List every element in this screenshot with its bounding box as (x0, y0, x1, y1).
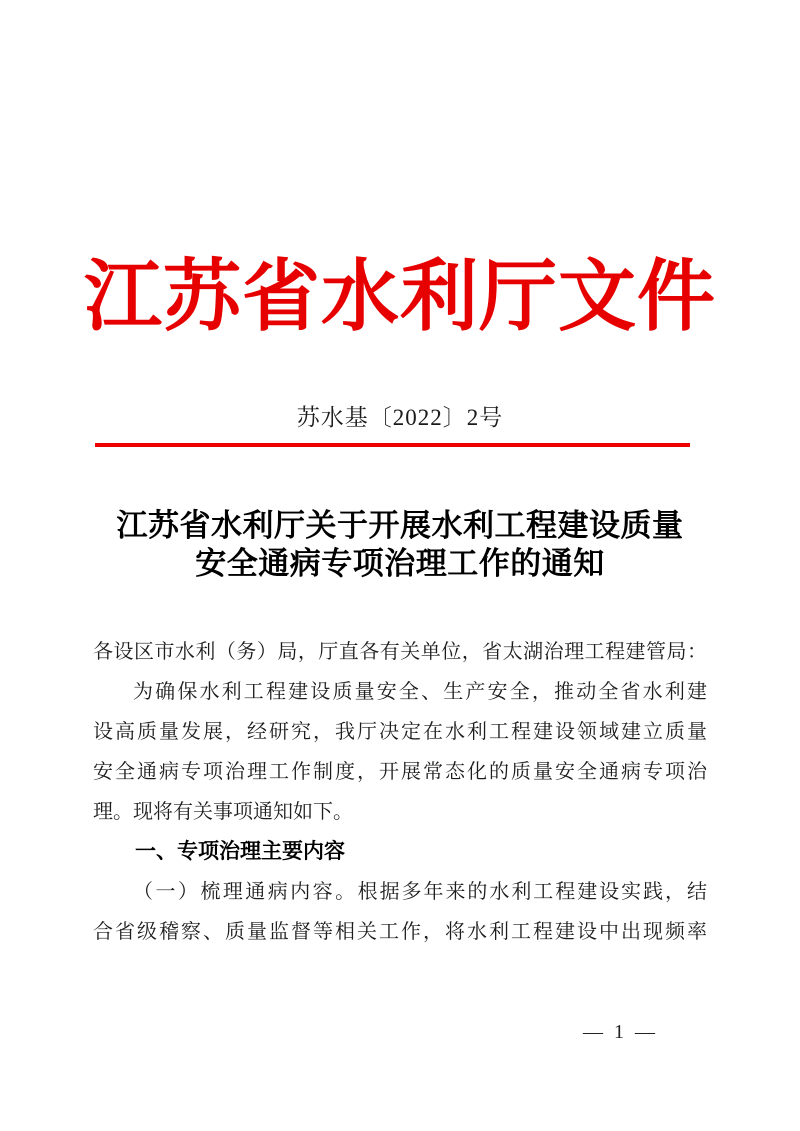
body-text (93, 632, 707, 952)
subsection-lead: （一）梳理通病内容。 (133, 881, 358, 903)
document-title (93, 507, 707, 583)
red-letterhead-title: 江苏省水利厅文件 (83, 253, 716, 340)
body-line (93, 872, 707, 912)
document-title-line1: 江苏省水利厅关于开展水利工程建设质量 (116, 508, 684, 543)
red-divider-line (95, 443, 690, 447)
body-line: 为确保水利工程建设质量安全、生产安全，推动全省水利建 (133, 681, 707, 703)
document-title-line2: 安全通病专项治理工作的通知 (195, 546, 605, 581)
salutation-line: 各设区市水利（务）局，厅直各有关单位，省太湖治理工程建管局： (93, 641, 707, 663)
document-number: 苏水基〔2022〕2号 (296, 405, 504, 430)
body-line: 安全通病专项治理工作制度，开展常态化的质量安全通病专项治 (93, 761, 707, 783)
body-line: 理。现将有关事项通知如下。 (93, 801, 353, 823)
body-line: 合省级稽察、质量监督等相关工作，将水利工程建设中出现频率 (93, 921, 707, 943)
section-heading: 一、专项治理主要内容 (135, 840, 345, 863)
body-line: 设高质量发展，经研究，我厅决定在水利工程建设领域建立质量 (93, 721, 707, 743)
page-number: — 1 — (583, 1021, 658, 1043)
subsection-text: 根据多年来的水利工程建设实践，结 (357, 881, 708, 903)
